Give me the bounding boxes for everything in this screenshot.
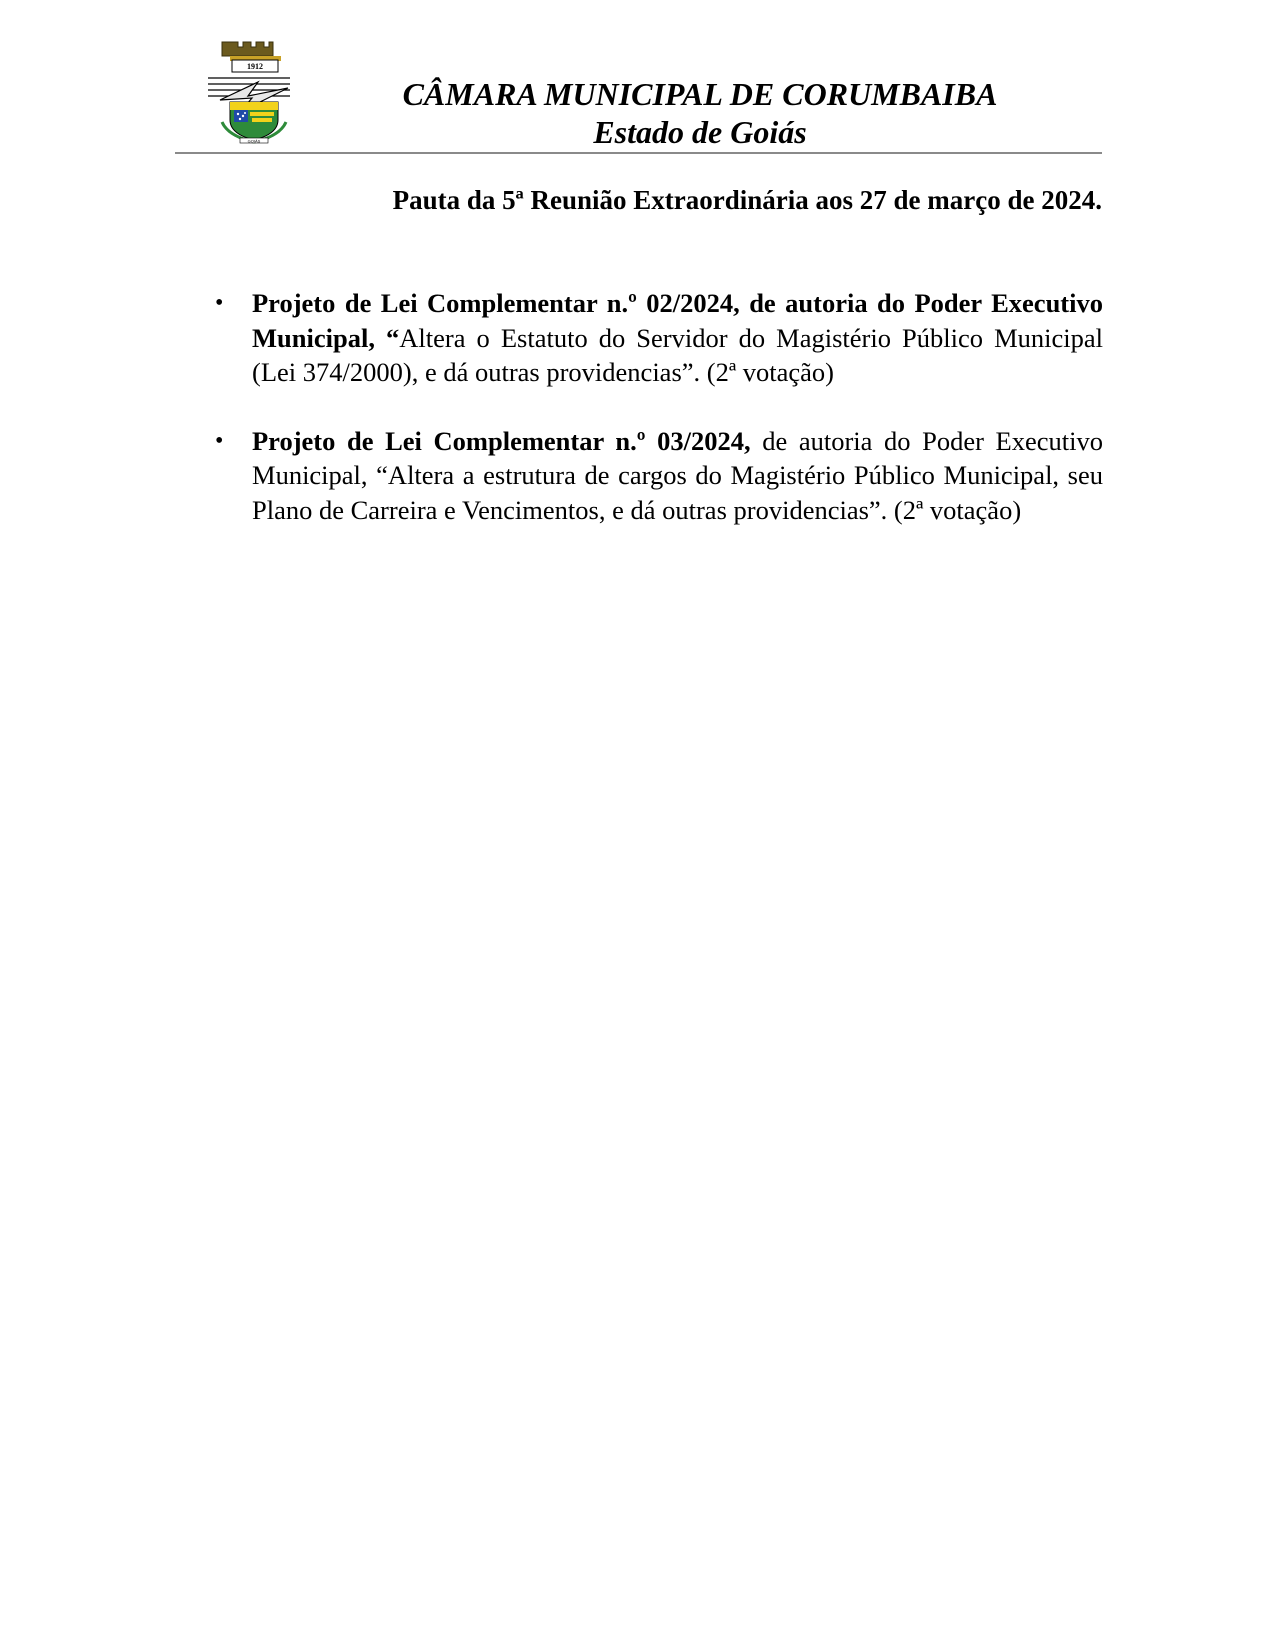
bullet-icon: • xyxy=(215,290,224,316)
bullet-icon: • xyxy=(215,427,224,454)
svg-text:1912: 1912 xyxy=(247,62,263,71)
agenda-item xyxy=(215,286,1103,390)
agenda-title: Pauta da 5ª Reunião Extraordinária aos 27 de março de 2024. xyxy=(392,185,1102,215)
agenda-list xyxy=(215,286,1103,561)
agenda-item-bold: Projeto de Lei Complementar n.º 03/2024, xyxy=(252,425,751,456)
agenda-item-text: Altera o Estatuto do Servidor do Magistério Público Municipal (Lei 374/2000), e dá outras providencias”. (2ª votação) xyxy=(252,322,1103,387)
svg-text:GOIÁS: GOIÁS xyxy=(247,138,261,144)
agenda-item xyxy=(215,424,1103,528)
state-subtitle: Estado de Goiás xyxy=(593,114,807,150)
agenda-item-bold: Projeto de Lei Complementar n.º 02/2024, de autoria do Poder Executivo Municipal, “ xyxy=(252,288,1103,353)
agenda-item-text: de autoria do Poder Executivo Municipal, “Altera a estrutura de cargos do Magistério Público Municipal, seu Plano de Carreira e Vencimentos, e dá outras providencias”. (2ª votação) xyxy=(252,425,1103,525)
header-divider xyxy=(175,152,1102,154)
chamber-title: CÂMARA MUNICIPAL DE CORUMBAIBA xyxy=(402,76,998,112)
